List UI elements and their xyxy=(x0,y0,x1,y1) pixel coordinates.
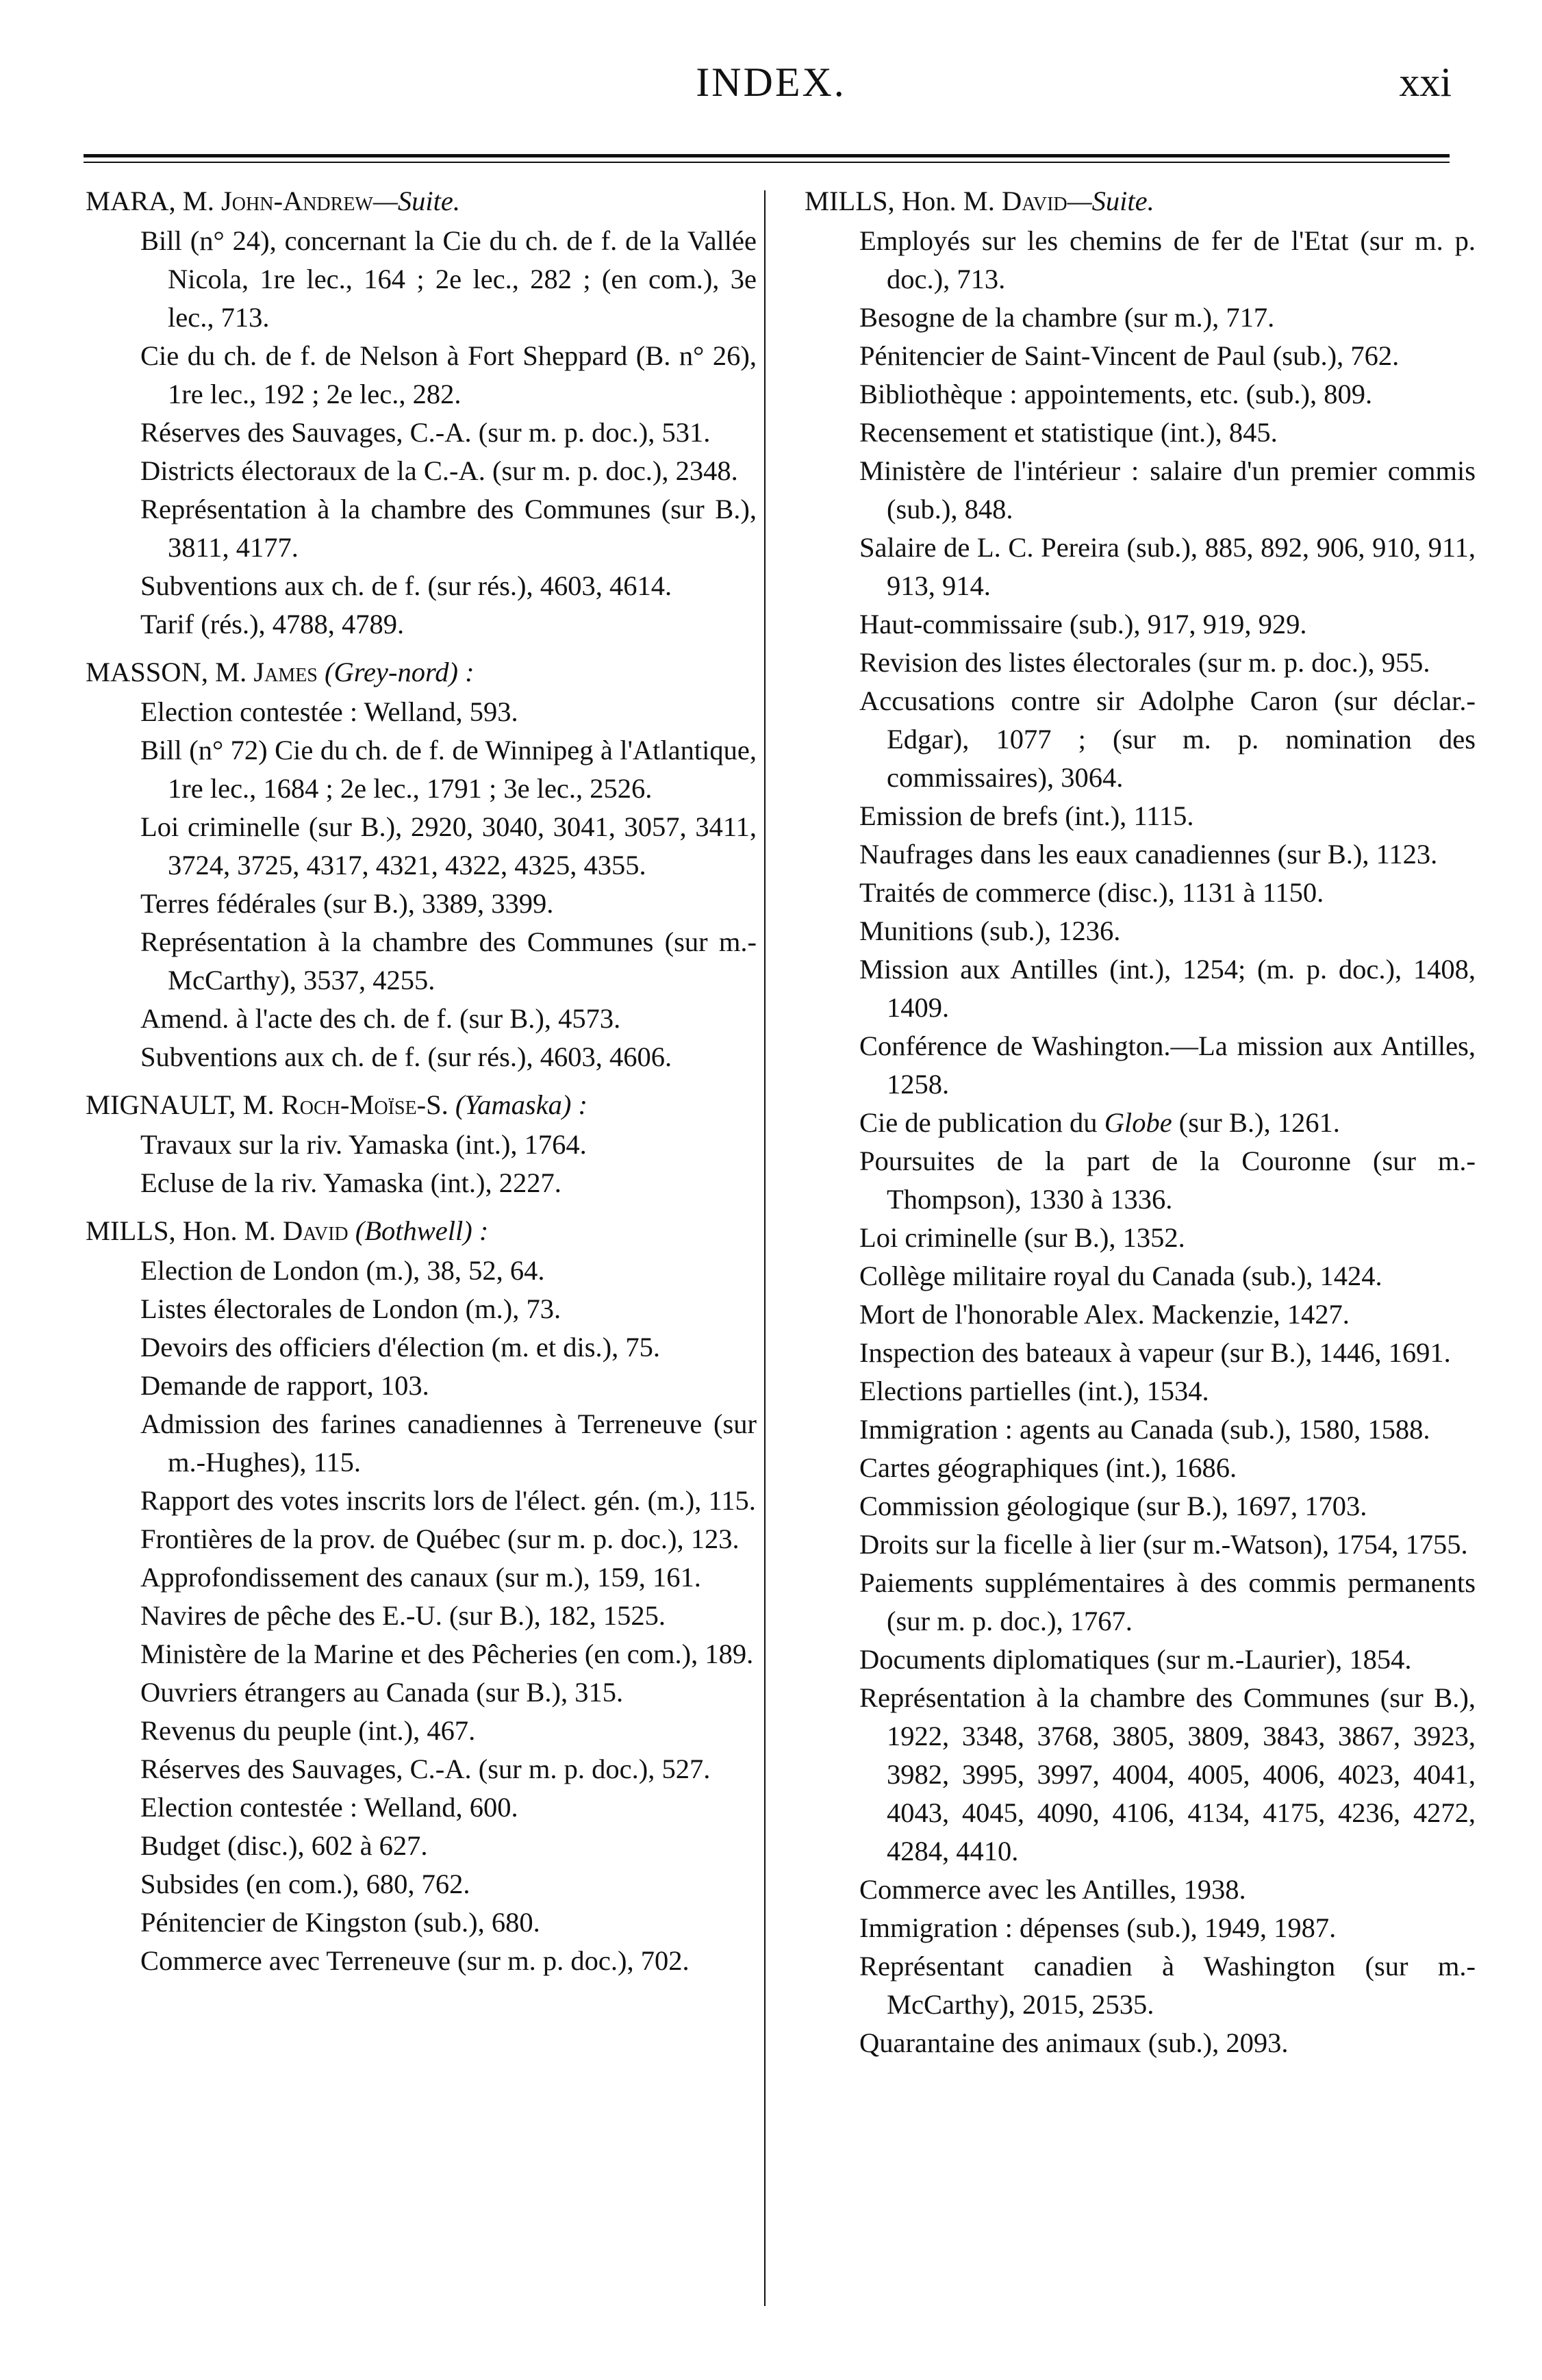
index-heading xyxy=(86,182,757,220)
index-entry: Représentation à la chambre des Communes (sur m.-McCarthy), 3537, 4255. xyxy=(140,926,757,996)
index-entry: Munitions (sub.), 1236. xyxy=(859,915,1121,946)
index-entry: Election contestée : Welland, 593. xyxy=(140,696,518,727)
index-entry: Haut-commissaire (sub.), 917, 919, 929. xyxy=(859,609,1307,640)
index-entry: Pénitencier de Saint-Vincent de Paul (sub.), 762. xyxy=(859,340,1400,371)
index-entry: Immigration : agents au Canada (sub.), 1580, 1588. xyxy=(859,1414,1430,1445)
index-entry: Subsides (en com.), 680, 762. xyxy=(140,1869,470,1899)
column-divider xyxy=(764,190,766,2306)
index-entry: Poursuites de la part de la Couronne (sur m.-Thompson), 1330 à 1336. xyxy=(859,1145,1476,1215)
index-entries xyxy=(86,1126,757,1202)
heading-suffix: —Suite. xyxy=(1067,186,1154,216)
index-entry: Commerce avec les Antilles, 1938. xyxy=(859,1874,1246,1905)
index-entries xyxy=(86,1252,757,1980)
index-entries xyxy=(86,693,757,1076)
index-entry: Subventions aux ch. de f. (sur rés.), 4603, 4614. xyxy=(140,570,672,601)
index-entry: Conférence de Washington.—La mission aux Antilles, 1258. xyxy=(859,1030,1476,1100)
index-entry: Approfondissement des canaux (sur m.), 159, 161. xyxy=(140,1562,701,1593)
index-entry: Pénitencier de Kingston (sub.), 680. xyxy=(140,1907,540,1938)
index-entry: Emission de brefs (int.), 1115. xyxy=(859,800,1194,831)
heading-surname: MASSON xyxy=(86,657,201,687)
index-entry: Accusations contre sir Adolphe Caron (sur déclar.-Edgar), 1077 ; (sur m. p. nomination des commissaires), 3064. xyxy=(859,685,1476,793)
index-entry: Listes électorales de London (m.), 73. xyxy=(140,1293,561,1324)
heading-title: , Hon. M. xyxy=(168,1215,283,1246)
heading-given-name: John-Andrew xyxy=(221,186,373,216)
index-heading xyxy=(86,1212,757,1250)
index-entry: Mort de l'honorable Alex. Mackenzie, 1427. xyxy=(859,1299,1350,1330)
index-entry: Cie du ch. de f. de Nelson à Fort Sheppard (B. n° 26), 1re lec., 192 ; 2e lec., 282. xyxy=(140,340,757,409)
index-entry: Traités de commerce (disc.), 1131 à 1150. xyxy=(859,877,1324,908)
index-heading xyxy=(86,653,757,692)
index-entry: Inspection des bateaux à vapeur (sur B.), 1446, 1691. xyxy=(859,1337,1451,1368)
index-heading xyxy=(86,1086,757,1124)
heading-suffix: —Suite. xyxy=(372,186,460,216)
index-entry: Ouvriers étrangers au Canada (sur B.), 315. xyxy=(140,1677,624,1708)
index-entry: Revision des listes électorales (sur m. p. doc.), 955. xyxy=(859,647,1430,678)
index-entry: Paiements supplémentaires à des commis permanents (sur m. p. doc.), 1767. xyxy=(859,1567,1476,1636)
index-entry: Salaire de L. C. Pereira (sub.), 885, 892, 906, 910, 911, 913, 914. xyxy=(859,532,1476,601)
index-entry: Quarantaine des animaux (sub.), 2093. xyxy=(859,2027,1289,2058)
index-entry: Travaux sur la riv. Yamaska (int.), 1764. xyxy=(140,1129,587,1160)
heading-given-name: Roch-Moïse-S. xyxy=(281,1089,448,1120)
heading-surname: MARA xyxy=(86,186,169,216)
index-entries xyxy=(805,222,1476,2062)
index-entry: Budget (disc.), 602 à 627. xyxy=(140,1830,428,1861)
index-entry: Réserves des Sauvages, C.-A. (sur m. p. doc.), 531. xyxy=(140,417,711,448)
index-entry: Tarif (rés.), 4788, 4789. xyxy=(140,609,405,640)
index-entries xyxy=(86,222,757,644)
heading-given-name: David xyxy=(1002,186,1067,216)
index-entry: Cartes géographiques (int.), 1686. xyxy=(859,1452,1237,1483)
heading-title: , M. xyxy=(201,657,254,687)
index-entry: Demande de rapport, 103. xyxy=(140,1370,429,1401)
index-entry: Représentation à la chambre des Communes (sur B.), 1922, 3348, 3768, 3805, 3809, 3843, 3867, 3923, 3982, 3995, 3997, 4004, 4005, 4006, 4023, 4041, 4043, 4045, 4090, 4106, 4134, 4175, 4236, 4272, 4284, 4410. xyxy=(859,1682,1476,1866)
index-entry: Employés sur les chemins de fer de l'Etat (sur m. p. doc.), 713. xyxy=(859,225,1476,294)
index-entry: Documents diplomatiques (sur m.-Laurier), 1854. xyxy=(859,1644,1412,1675)
index-entry: Ecluse de la riv. Yamaska (int.), 2227. xyxy=(140,1167,561,1198)
index-entry: Rapport des votes inscrits lors de l'élect. gén. (m.), 115. xyxy=(140,1485,756,1516)
heading-surname: MILLS xyxy=(86,1215,169,1246)
header-rule-thin xyxy=(84,162,1450,163)
index-entry: Besogne de la chambre (sur m.), 717. xyxy=(859,302,1275,333)
index-entry: Terres fédérales (sur B.), 3389, 3399. xyxy=(140,888,554,919)
index-entry: Loi criminelle (sur B.), 1352. xyxy=(859,1222,1185,1253)
heading-title: , M. xyxy=(229,1089,281,1120)
index-entry: Collège militaire royal du Canada (sub.), 1424. xyxy=(859,1261,1382,1291)
right-column xyxy=(805,182,1476,2072)
index-entry: Recensement et statistique (int.), 845. xyxy=(859,417,1278,448)
heading-suffix: (Bothwell) : xyxy=(348,1215,489,1246)
heading-given-name: James xyxy=(253,657,318,687)
index-heading xyxy=(805,182,1476,220)
index-entry: Admission des farines canadiennes à Terreneuve (sur m.-Hughes), 115. xyxy=(140,1408,757,1478)
index-entry: Représentation à la chambre des Communes (sur B.), 3811, 4177. xyxy=(140,494,757,563)
index-entry: Election contestée : Welland, 600. xyxy=(140,1792,518,1823)
left-column xyxy=(86,182,757,1990)
index-entry: Frontières de la prov. de Québec (sur m. p. doc.), 123. xyxy=(140,1523,740,1554)
index-entry: Réserves des Sauvages, C.-A. (sur m. p. doc.), 527. xyxy=(140,1754,711,1784)
italic-title: Globe xyxy=(1104,1107,1172,1138)
heading-suffix: (Grey-nord) : xyxy=(317,657,475,687)
index-entry: Districts électoraux de la C.-A. (sur m. p. doc.), 2348. xyxy=(140,455,738,486)
header-rule-thick xyxy=(84,154,1450,157)
index-entry: Immigration : dépenses (sub.), 1949, 1987. xyxy=(859,1912,1337,1943)
index-entry: Elections partielles (int.), 1534. xyxy=(859,1376,1209,1406)
heading-surname: MIGNAULT xyxy=(86,1089,229,1120)
index-entry: Ministère de l'intérieur : salaire d'un premier commis (sub.), 848. xyxy=(859,455,1476,524)
index-entry: Mission aux Antilles (int.), 1254; (m. p. doc.), 1408, 1409. xyxy=(859,954,1476,1023)
page-number: xxi xyxy=(1399,60,1452,105)
index-entry: Commerce avec Terreneuve (sur m. p. doc.), 702. xyxy=(140,1945,690,1976)
index-entry: Amend. à l'acte des ch. de f. (sur B.), 4573. xyxy=(140,1003,621,1034)
index-entry: Election de London (m.), 38, 52, 64. xyxy=(140,1255,545,1286)
index-entry: Commission géologique (sur B.), 1697, 1703. xyxy=(859,1491,1367,1521)
heading-surname: MILLS xyxy=(805,186,888,216)
index-entry: Cie de publication du Globe (sur B.), 1261. xyxy=(859,1107,1340,1138)
index-entry: Loi criminelle (sur B.), 2920, 3040, 3041, 3057, 3411, 3724, 3725, 4317, 4321, 4322, 4325, 4355. xyxy=(140,811,757,881)
index-entry: Subventions aux ch. de f. (sur rés.), 4603, 4606. xyxy=(140,1041,672,1072)
index-entry: Droits sur la ficelle à lier (sur m.-Watson), 1754, 1755. xyxy=(859,1529,1468,1560)
page-title: INDEX. xyxy=(696,60,846,105)
index-entry: Devoirs des officiers d'élection (m. et dis.), 75. xyxy=(140,1332,660,1363)
index-entry: Bibliothèque : appointements, etc. (sub.), 809. xyxy=(859,379,1373,409)
index-entry: Naufrages dans les eaux canadiennes (sur B.), 1123. xyxy=(859,839,1438,870)
index-entry: Ministère de la Marine et des Pêcheries (en com.), 189. xyxy=(140,1638,754,1669)
index-entry: Revenus du peuple (int.), 467. xyxy=(140,1715,476,1746)
heading-title: , Hon. M. xyxy=(887,186,1002,216)
index-entry: Bill (n° 24), concernant la Cie du ch. de f. de la Vallée Nicola, 1re lec., 164 ; 2e lec., 282 ; (en com.), 3e lec., 713. xyxy=(140,225,757,333)
heading-title: , M. xyxy=(168,186,222,216)
index-entry: Représentant canadien à Washington (sur m.-McCarthy), 2015, 2535. xyxy=(859,1951,1476,2020)
index-entry: Navires de pêche des E.-U. (sur B.), 182, 1525. xyxy=(140,1600,666,1631)
heading-given-name: David xyxy=(283,1215,349,1246)
index-entry: Bill (n° 72) Cie du ch. de f. de Winnipeg à l'Atlantique, 1re lec., 1684 ; 2e lec., 1791 ; 3e lec., 2526. xyxy=(140,735,757,804)
heading-suffix: (Yamaska) : xyxy=(448,1089,588,1120)
